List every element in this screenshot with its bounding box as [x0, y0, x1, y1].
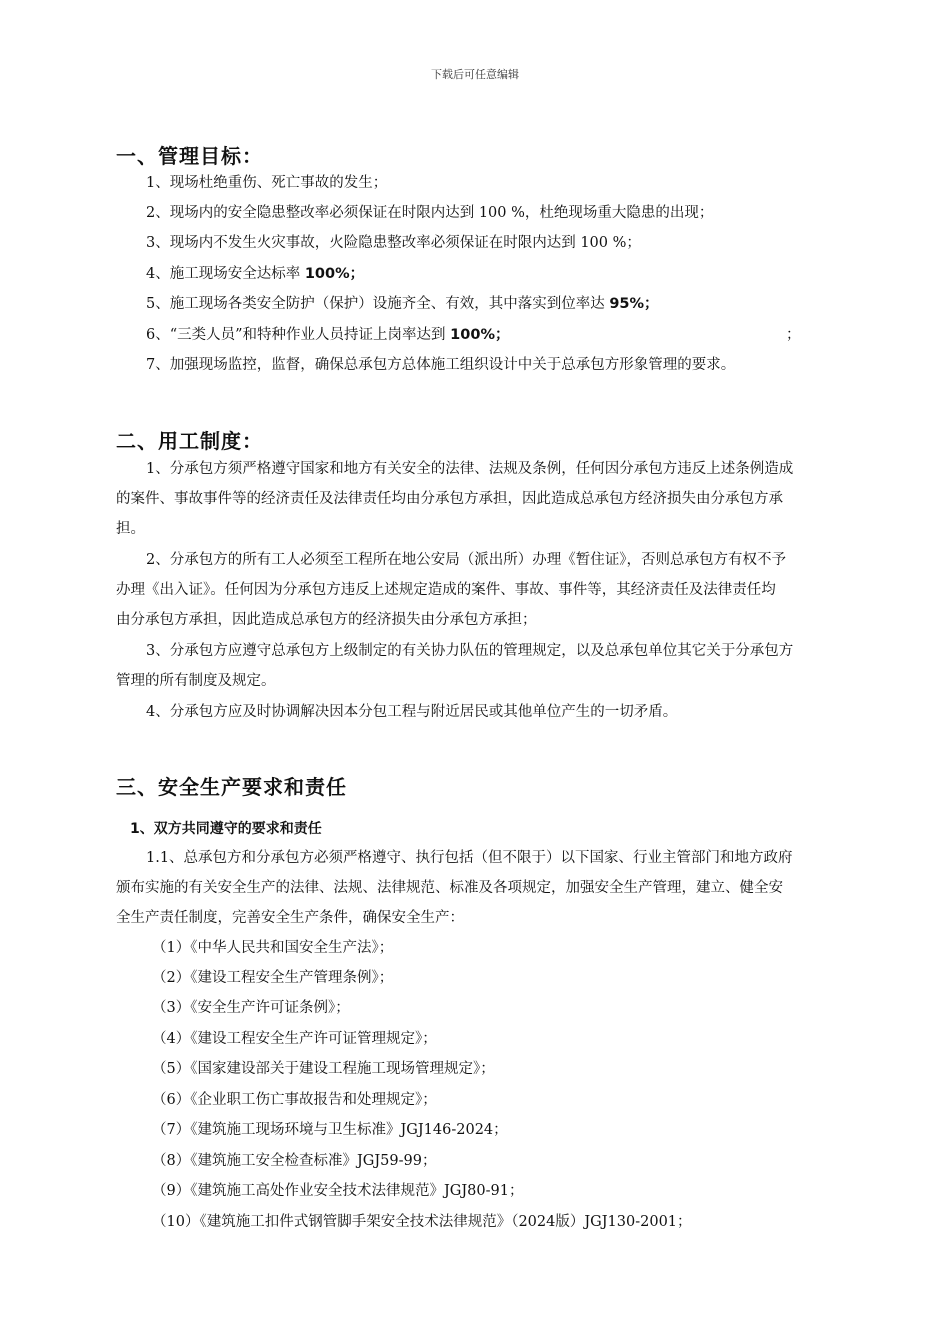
- safety-line-1: 1.1、总承包方和分承包方必须严格遵守、执行包括（但不限于）以下国家、行业主管部门和地方政府: [146, 850, 793, 866]
- goal-item-6-value: 100%；: [450, 327, 510, 343]
- reference-item: （6）《企业职工伤亡事故报告和处理规定》；: [152, 1092, 437, 1108]
- safety-line-3: 全生产责任制度，完善安全生产条件，确保安全生产：: [116, 910, 464, 926]
- goal-item-4: [146, 264, 364, 284]
- labor-line-6: 由分承包方承担，因此造成总承包方的经济损失由分承包方承担；: [116, 612, 537, 628]
- goal-item-7: 7、加强现场监控，监督，确保总承包方总体施工组织设计中关于总承包方形象管理的要求。: [146, 357, 736, 373]
- reference-item: （3）《安全生产许可证条例》；: [152, 1000, 350, 1016]
- labor-line-8: 管理的所有制度及规定。: [116, 673, 276, 689]
- goal-item-6-trailing: ；: [786, 327, 801, 343]
- labor-line-7: 3、分承包方应遵守总承包方上级制定的有关协力队伍的管理规定，以及总承包单位其它关于分承包方: [146, 643, 794, 659]
- section-title-labor-system: 二、用工制度：: [116, 429, 263, 453]
- goal-item-3: 3、现场内不发生火灾事故，火险隐患整改率必须保证在时限内达到 100 %；: [146, 235, 641, 251]
- goal-item-5-value: 95%；: [609, 296, 659, 312]
- reference-item: （1）《中华人民共和国安全生产法》；: [152, 940, 394, 956]
- section-title-safety-production: 三、安全生产要求和责任: [116, 775, 347, 799]
- goal-item-1: 1、现场杜绝重伤、死亡事故的发生；: [146, 175, 388, 191]
- goal-item-6: [146, 325, 509, 345]
- reference-item: （7）《建筑施工现场环境与卫生标准》JGJ146-2024；: [152, 1122, 508, 1138]
- reference-item: （5）《国家建设部关于建设工程施工现场管理规定》；: [152, 1061, 495, 1077]
- labor-line-9: 4、分承包方应及时协调解决因本分包工程与附近居民或其他单位产生的一切矛盾。: [146, 704, 678, 720]
- goal-item-5: [146, 294, 659, 314]
- reference-item: （9）《建筑施工高处作业安全技术法律规范》JGJ80-91；: [152, 1183, 524, 1199]
- labor-line-1: 1、分承包方须严格遵守国家和地方有关安全的法律、法规及条例，任何因分承包方违反上述条例造成: [146, 461, 794, 477]
- goal-item-4-text: 4、施工现场安全达标率: [146, 266, 305, 282]
- labor-line-4: 2、分承包方的所有工人必须至工程所在地公安局（派出所）办理《暂住证》，否则总承包方有权不予: [146, 552, 786, 568]
- goal-item-2: 2、现场内的安全隐患整改率必须保证在时限内达到 100 %，杜绝现场重大隐患的出现；: [146, 205, 714, 221]
- goal-item-5-text: 5、施工现场各类安全防护（保护）设施齐全、有效，其中落实到位率达: [146, 296, 610, 312]
- goal-item-6-text: 6、“三类人员”和特种作业人员持证上岗率达到: [146, 327, 451, 343]
- labor-line-5: 办理《出入证》。任何因为分承包方违反上述规定造成的案件、事故、事件等，其经济责任及法律责任均: [116, 582, 776, 598]
- reference-item: （10）《建筑施工扣件式钢管脚手架安全技术法律规范》（2024版）JGJ130-2001；: [152, 1214, 692, 1230]
- labor-line-2: 的案件、事故事件等的经济责任及法律责任均由分承包方承担，因此造成总承包方经济损失由分承包方承: [116, 491, 783, 507]
- subsection-title-joint-requirements: 1、双方共同遵守的要求和责任: [130, 821, 322, 837]
- goal-item-4-value: 100%；: [304, 266, 365, 282]
- reference-item: （4）《建设工程安全生产许可证管理规定》；: [152, 1031, 437, 1047]
- reference-item: （8）《建筑施工安全检查标准》JGJ59-99；: [152, 1153, 437, 1169]
- safety-line-2: 颁布实施的有关安全生产的法律、法规、法律规范、标准及各项规定，加强安全生产管理，建立、健全安: [116, 880, 783, 896]
- section-title-management-goals: 一、管理目标：: [116, 144, 263, 168]
- labor-line-3: 担。: [116, 521, 145, 537]
- header-note: 下载后可任意编辑: [431, 68, 519, 81]
- reference-item: （2）《建设工程安全生产管理条例》；: [152, 970, 394, 986]
